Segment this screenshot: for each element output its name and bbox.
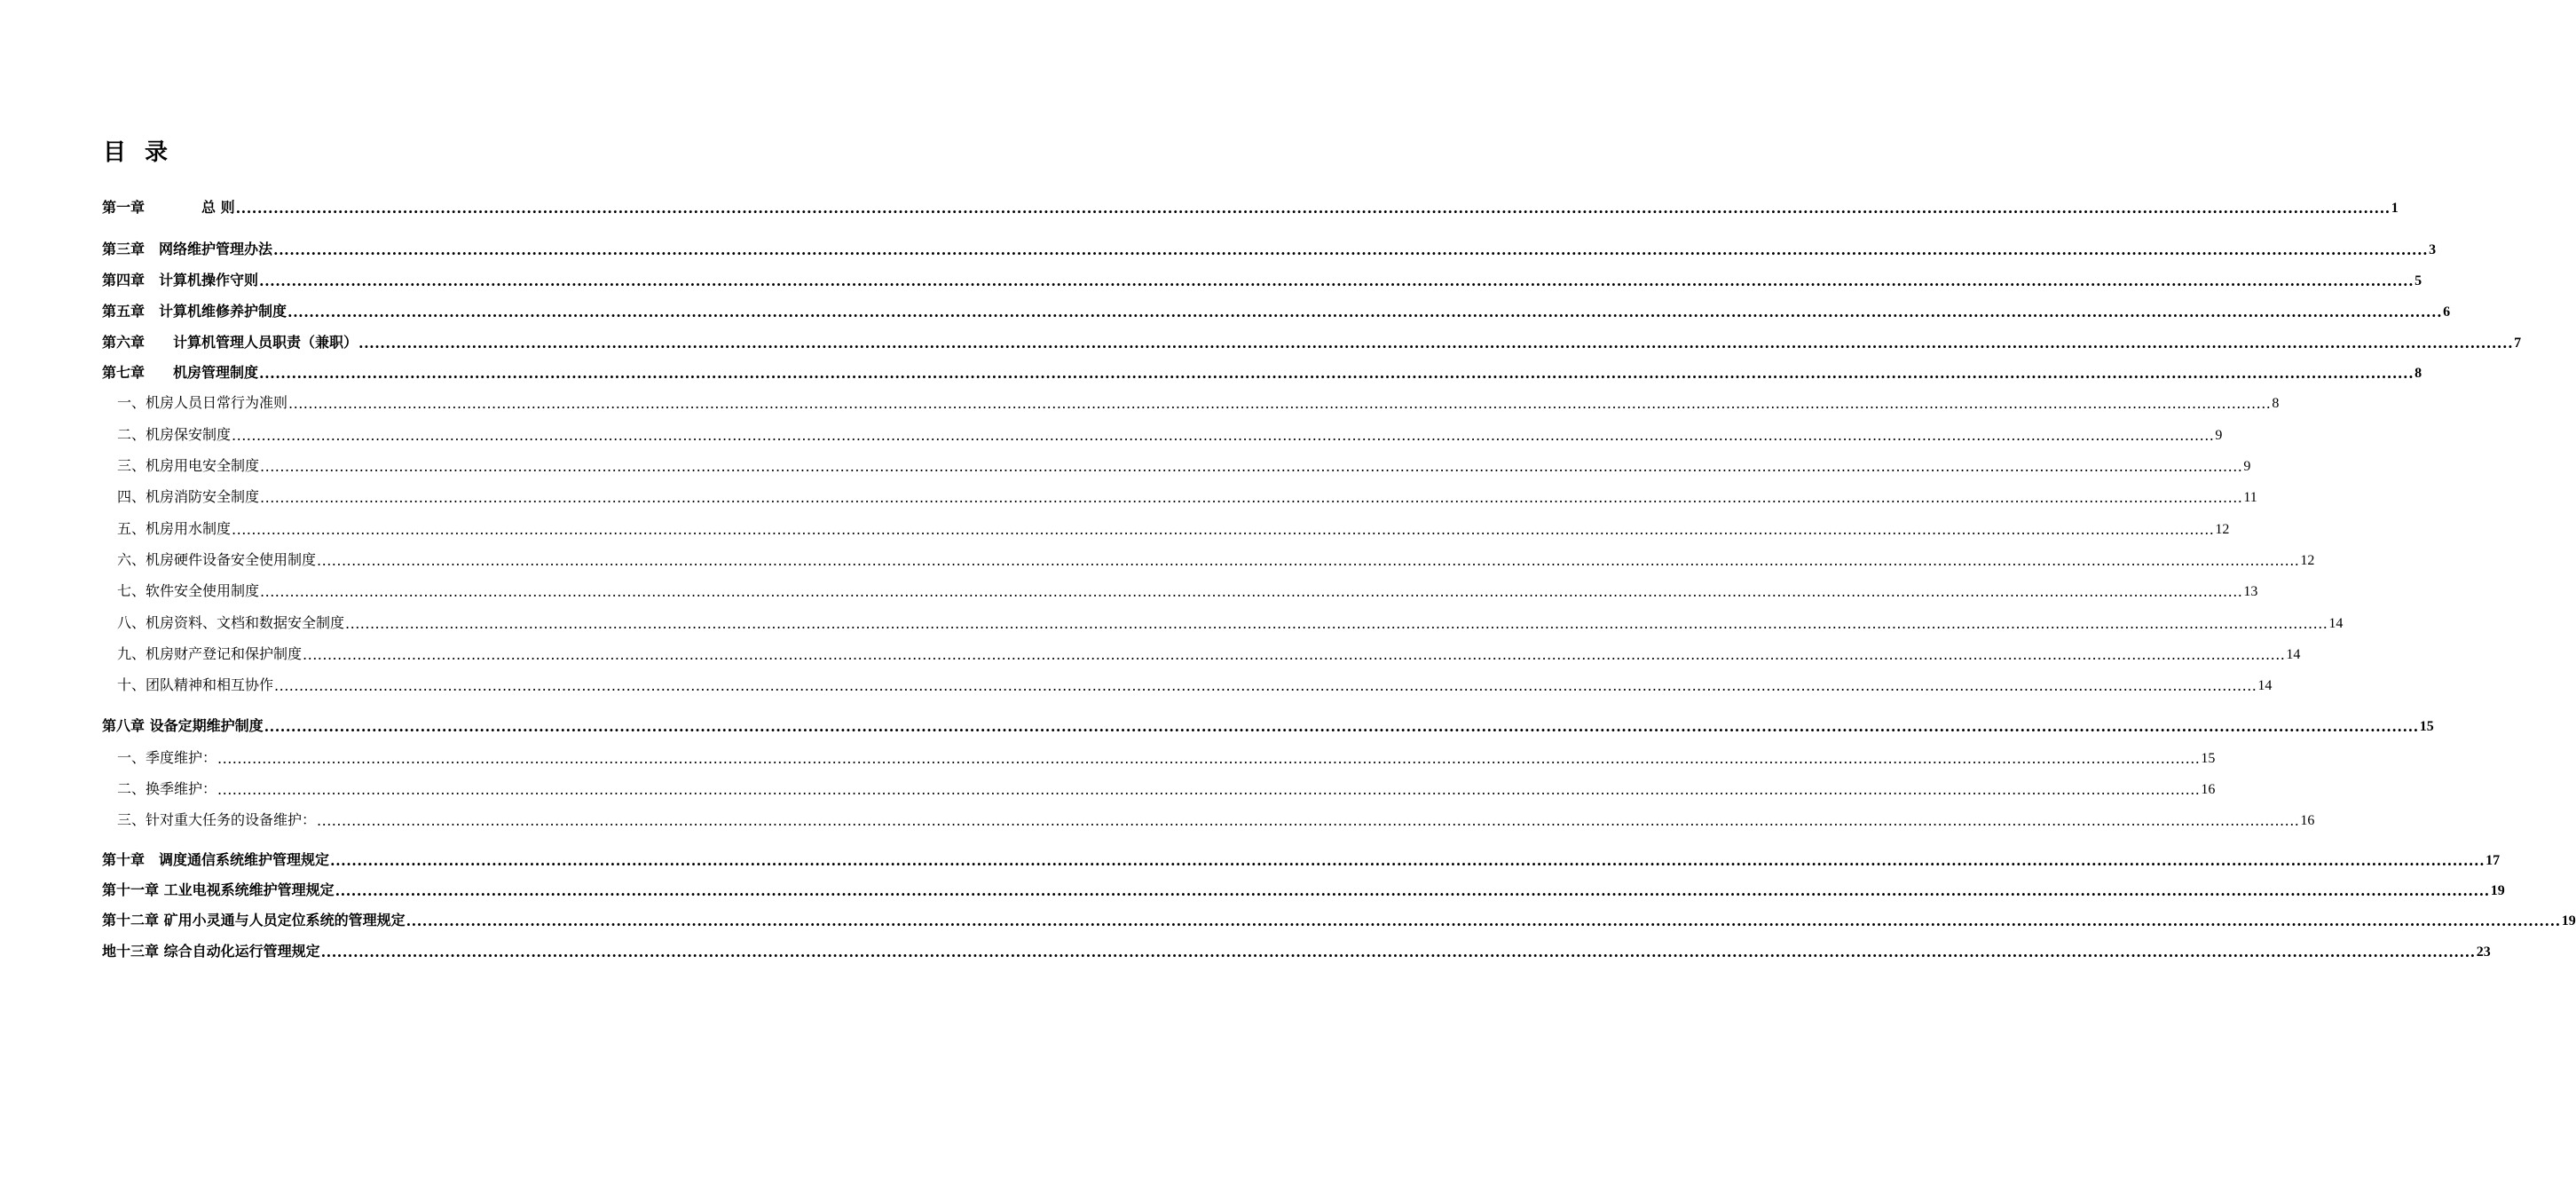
toc-entry-label: 第八章 设备定期维护制度 (102, 717, 264, 734)
toc-section-entry[interactable] (102, 452, 2251, 475)
toc-entry-label: 第六章 计算机管理人员职责（兼职） (102, 334, 358, 351)
toc-page-number: 19 (2490, 883, 2505, 898)
toc-chapter-entry[interactable] (102, 712, 2434, 735)
toc-entry-label: 第十二章 矿用小灵通与人员定位系统的管理规定 (102, 912, 406, 928)
toc-entry-label: 十、团队精神和相互协作 (117, 676, 274, 693)
toc-section-entry[interactable] (102, 775, 2216, 798)
toc-chapter-entry[interactable] (102, 194, 2399, 217)
toc-dot-leader: ................................................................................................................................................................................................................................................................................................................................................................................................................ (217, 781, 2201, 798)
toc-page-number: 14 (2286, 647, 2301, 662)
toc-dot-leader: ................................................................................................................................................................................................................................................................................................................................................................................................................ (320, 944, 2476, 960)
toc-dot-leader: ................................................................................................................................................................................................................................................................................................................................................................................................................ (345, 615, 2328, 632)
toc-page-number: 19 (2561, 913, 2576, 928)
toc-section-entry[interactable] (102, 671, 2273, 694)
toc-section-entry[interactable] (102, 421, 2223, 444)
toc-dot-leader: ................................................................................................................................................................................................................................................................................................................................................................................................................ (260, 583, 2243, 600)
toc-section-entry[interactable] (102, 640, 2301, 663)
toc-page-number: 12 (2300, 553, 2315, 568)
toc-dot-leader: ................................................................................................................................................................................................................................................................................................................................................................................................................ (259, 273, 2415, 289)
toc-chapter-entry[interactable] (102, 266, 2422, 289)
toc-dot-leader: ................................................................................................................................................................................................................................................................................................................................................................................................................ (406, 913, 2561, 929)
toc-page-number: 7 (2514, 336, 2522, 351)
toc-dot-leader: ................................................................................................................................................................................................................................................................................................................................................................................................................ (273, 241, 2429, 258)
toc-section-entry[interactable] (102, 389, 2280, 412)
toc-entry-label: 第三章 网络维护管理办法 (102, 241, 273, 257)
toc-entry-label: 第十章 调度通信系统维护管理规定 (102, 851, 330, 868)
toc-entry-label: 四、机房消防安全制度 (117, 488, 260, 505)
toc-dot-leader: ................................................................................................................................................................................................................................................................................................................................................................................................................ (232, 521, 2215, 538)
toc-dot-leader: ................................................................................................................................................................................................................................................................................................................................................................................................................ (288, 304, 2443, 320)
toc-chapter-entry[interactable] (102, 359, 2422, 382)
toc-dot-leader: ................................................................................................................................................................................................................................................................................................................................................................................................................ (317, 552, 2300, 569)
toc-entry-label: 第一章 总 则 (102, 199, 235, 216)
toc-dot-leader: ................................................................................................................................................................................................................................................................................................................................................................................................................ (235, 200, 2391, 217)
toc-dot-leader: ................................................................................................................................................................................................................................................................................................................................................................................................................ (288, 395, 2272, 412)
toc-page-number: 12 (2215, 522, 2230, 537)
toc-dot-leader: ................................................................................................................................................................................................................................................................................................................................................................................................................ (303, 646, 2286, 663)
toc-page-number: 11 (2243, 490, 2257, 505)
toc-section-entry[interactable] (102, 609, 2344, 632)
toc-page-number: 13 (2243, 584, 2258, 599)
toc-entry-label: 五、机房用水制度 (117, 520, 232, 537)
toc-page-number: 15 (2201, 751, 2216, 766)
toc-dot-leader: ................................................................................................................................................................................................................................................................................................................................................................................................................ (260, 458, 2243, 475)
toc-page-number: 16 (2201, 782, 2216, 797)
toc-page-number: 8 (2415, 366, 2422, 381)
toc-entry-label: 第七章 机房管理制度 (102, 364, 259, 381)
toc-section-entry[interactable] (102, 515, 2230, 538)
toc-page-number: 16 (2300, 813, 2315, 828)
toc-section-entry[interactable] (102, 744, 2216, 767)
toc-chapter-entry[interactable] (102, 235, 2437, 258)
toc-title: 目 录 (103, 139, 174, 166)
toc-chapter-entry[interactable] (102, 846, 2501, 869)
toc-dot-leader: ................................................................................................................................................................................................................................................................................................................................................................................................................ (232, 427, 2215, 444)
toc-dot-leader: ................................................................................................................................................................................................................................................................................................................................................................................................................ (330, 852, 2485, 869)
toc-page-number: 23 (2476, 944, 2491, 960)
toc-entry-label: 第十一章 工业电视系统维护管理规定 (102, 881, 335, 898)
toc-section-entry[interactable] (102, 483, 2257, 506)
toc-entry-label: 一、机房人员日常行为准则 (117, 394, 288, 411)
toc-page-number: 1 (2391, 201, 2399, 216)
toc-section-entry[interactable] (102, 546, 2315, 569)
toc-chapter-entry[interactable] (102, 328, 2522, 352)
toc-page-number: 9 (2243, 459, 2251, 474)
toc-dot-leader: ................................................................................................................................................................................................................................................................................................................................................................................................................ (335, 882, 2490, 899)
toc-entry-label: 二、换季维护： (117, 780, 217, 797)
toc-entry-label: 地十三章 综合自动化运行管理规定 (102, 943, 320, 960)
toc-entry-label: 八、机房资料、文档和数据安全制度 (117, 614, 345, 631)
toc-dot-leader: ................................................................................................................................................................................................................................................................................................................................................................................................................ (317, 812, 2300, 829)
toc-section-entry[interactable] (102, 806, 2315, 829)
toc-entry-label: 六、机房硬件设备安全使用制度 (117, 551, 317, 568)
toc-chapter-entry[interactable] (102, 906, 2576, 929)
toc-page-number: 8 (2272, 396, 2280, 411)
toc-page-number: 14 (2257, 678, 2273, 693)
toc-section-entry[interactable] (102, 577, 2258, 600)
toc-page-number: 6 (2443, 304, 2451, 320)
toc-dot-leader: ................................................................................................................................................................................................................................................................................................................................................................................................................ (260, 489, 2243, 506)
toc-entry-label: 七、软件安全使用制度 (117, 582, 260, 599)
toc-entry-label: 二、机房保安制度 (117, 426, 232, 443)
toc-chapter-entry[interactable] (102, 297, 2451, 320)
toc-entry-label: 三、针对重大任务的设备维护： (117, 811, 317, 828)
toc-page-number: 9 (2215, 428, 2223, 443)
toc-dot-leader: ................................................................................................................................................................................................................................................................................................................................................................................................................ (217, 750, 2201, 767)
toc-entry-label: 九、机房财产登记和保护制度 (117, 645, 303, 662)
toc-page-number: 3 (2429, 242, 2437, 257)
toc-chapter-entry[interactable] (102, 937, 2491, 960)
toc-chapter-entry[interactable] (102, 876, 2505, 899)
toc-entry-label: 一、季度维护： (117, 749, 217, 766)
toc-dot-leader: ................................................................................................................................................................................................................................................................................................................................................................................................................ (264, 718, 2419, 735)
toc-dot-leader: ................................................................................................................................................................................................................................................................................................................................................................................................................ (274, 677, 2257, 694)
toc-entry-label: 第五章 计算机维修养护制度 (102, 303, 288, 320)
toc-entry-label: 第四章 计算机操作守则 (102, 272, 259, 288)
toc-page-number: 17 (2485, 853, 2501, 868)
toc-dot-leader: ................................................................................................................................................................................................................................................................................................................................................................................................................ (259, 365, 2415, 382)
toc-page-number: 14 (2328, 616, 2344, 631)
toc-page-number: 5 (2415, 273, 2422, 288)
toc-page-number: 15 (2419, 719, 2434, 734)
toc-entry-label: 三、机房用电安全制度 (117, 457, 260, 474)
toc-dot-leader: ................................................................................................................................................................................................................................................................................................................................................................................................................ (358, 335, 2514, 352)
